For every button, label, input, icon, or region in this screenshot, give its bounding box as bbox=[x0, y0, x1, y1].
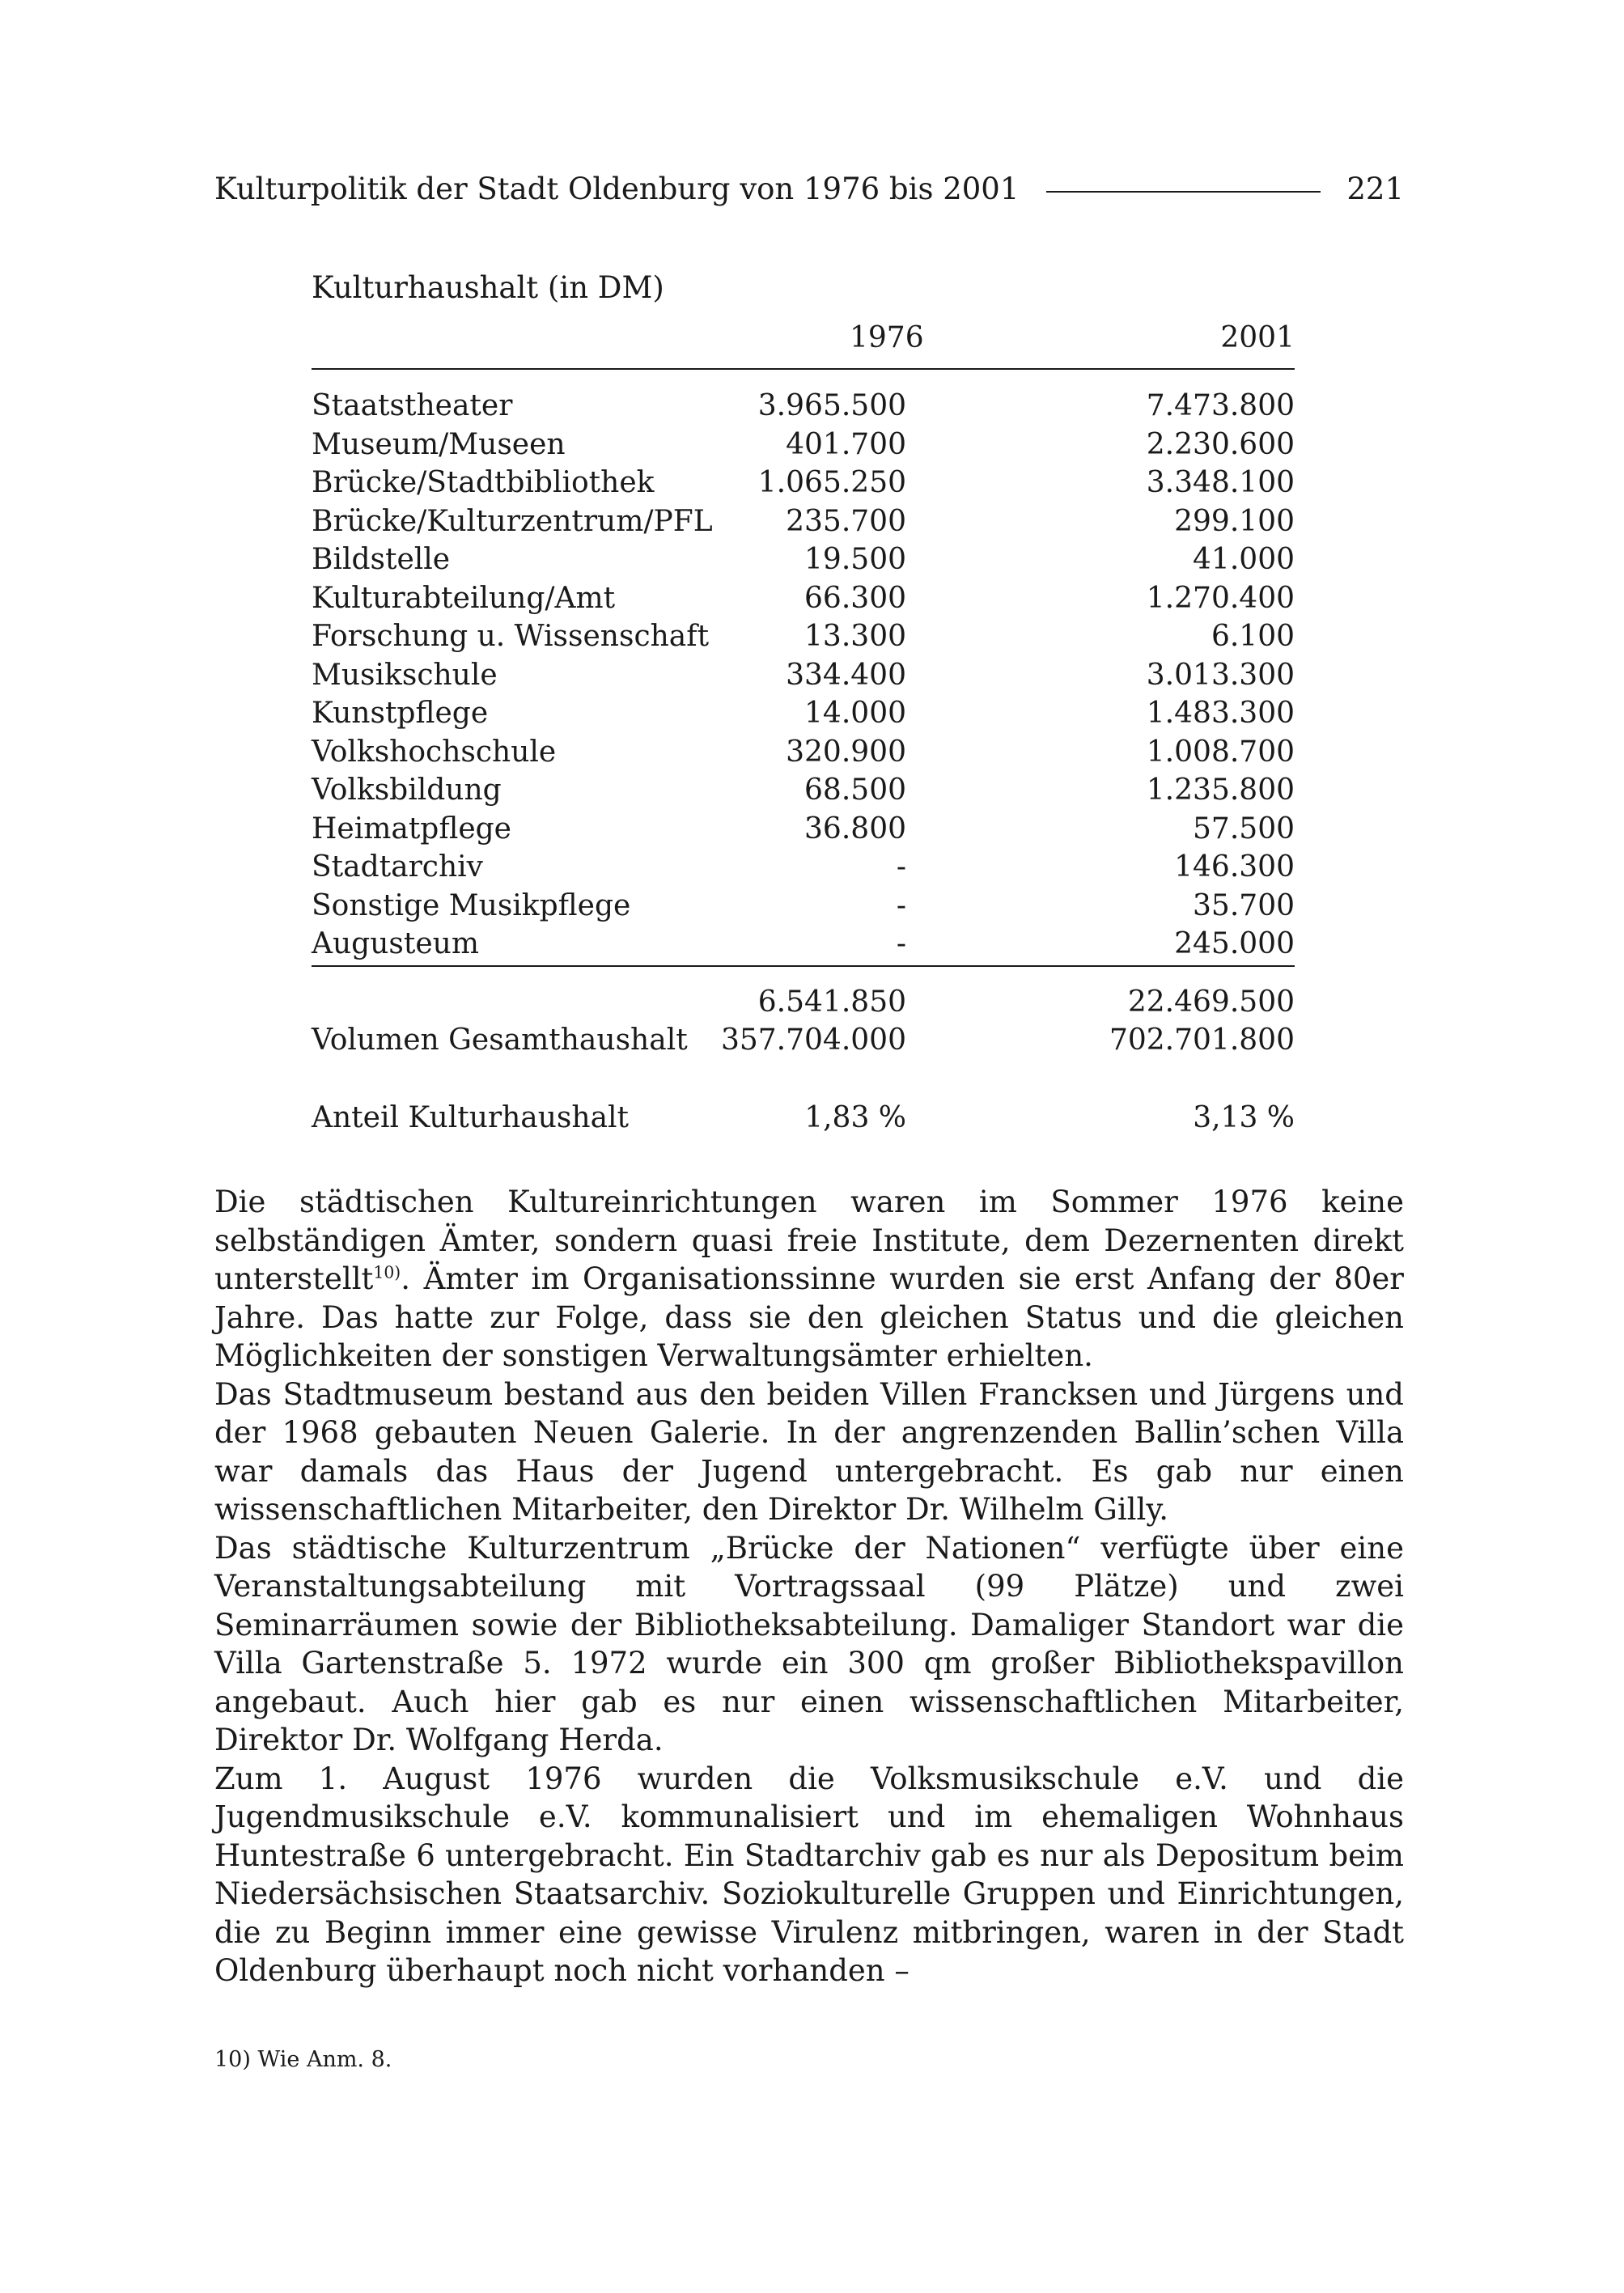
table-row bbox=[312, 579, 1295, 618]
row-value-2001: 1.235.800 bbox=[1146, 774, 1295, 807]
row-value-1976: 14.000 bbox=[804, 697, 906, 730]
row-label: Staatstheater bbox=[312, 389, 513, 422]
table-row bbox=[312, 848, 1295, 887]
row-value-1976: 13.300 bbox=[804, 620, 906, 653]
row-value-2001: 35.700 bbox=[1193, 888, 1295, 922]
total-2001: 22.469.500 bbox=[1127, 985, 1295, 1019]
table-row bbox=[312, 426, 1295, 464]
paragraph bbox=[214, 1183, 1404, 1375]
table-rule-top bbox=[312, 368, 1295, 370]
table-row bbox=[312, 771, 1295, 810]
table-row bbox=[312, 656, 1295, 695]
row-value-1976: - bbox=[896, 888, 906, 922]
table-row bbox=[312, 887, 1295, 926]
volume-label: Volumen Gesamthaushalt bbox=[312, 1024, 688, 1057]
row-label: Stadtarchiv bbox=[312, 850, 483, 884]
row-value-1976: 68.500 bbox=[804, 774, 906, 807]
row-label: Kunstpflege bbox=[312, 697, 489, 730]
row-value-1976: 19.500 bbox=[804, 543, 906, 576]
row-value-2001: 3.348.100 bbox=[1146, 466, 1295, 499]
row-label: Sonstige Musikpflege bbox=[312, 888, 631, 922]
share-label: Anteil Kulturhaushalt bbox=[312, 1100, 630, 1134]
table-row bbox=[312, 617, 1295, 656]
row-value-1976: 334.400 bbox=[786, 658, 906, 692]
row-value-2001: 7.473.800 bbox=[1146, 389, 1295, 422]
table-row bbox=[312, 810, 1295, 849]
row-value-2001: 299.100 bbox=[1174, 504, 1295, 538]
row-value-1976: 235.700 bbox=[786, 504, 906, 538]
body-text bbox=[214, 1183, 1404, 1990]
table-total-row bbox=[312, 983, 1295, 1022]
column-header-2001: 2001 bbox=[1220, 321, 1295, 354]
table-row bbox=[312, 694, 1295, 733]
column-header-1976: 1976 bbox=[850, 321, 924, 354]
row-value-2001: 2.230.600 bbox=[1146, 427, 1295, 461]
row-value-2001: 245.000 bbox=[1174, 927, 1295, 960]
table-row bbox=[312, 464, 1295, 502]
page-number: 221 bbox=[1346, 171, 1404, 206]
row-value-2001: 1.270.400 bbox=[1146, 581, 1295, 615]
header-title: Kulturpolitik der Stadt Oldenburg von 1976 bis 2001 bbox=[214, 171, 1020, 206]
table-row bbox=[312, 502, 1295, 541]
row-value-1976: - bbox=[896, 850, 906, 884]
table-share-row bbox=[312, 1099, 1295, 1138]
row-label: Volkshochschule bbox=[312, 735, 557, 769]
paragraph-text: . Ämter im Organisationssinne wurden sie erst Anfang der 80er Jahre. Das hatte zur Folge, dass sie den gleichen Status und die gleichen Möglichkeiten der sonstigen Verwaltungsämter erhielten. bbox=[214, 1261, 1404, 1373]
row-value-1976: 3.965.500 bbox=[757, 389, 906, 422]
share-1976: 1,83 % bbox=[804, 1100, 906, 1134]
paragraph-text: Die städtischen Kultureinrichtungen waren im Sommer 1976 keine selbständigen Ämter, sondern quasi freie Institute, dem Dezernenten direkt unterstellt bbox=[214, 1185, 1404, 1296]
row-value-1976: 401.700 bbox=[786, 427, 906, 461]
total-1976: 6.541.850 bbox=[757, 985, 906, 1019]
table-title: Kulturhaushalt (in DM) bbox=[312, 270, 664, 305]
table-row bbox=[312, 925, 1295, 964]
table-volume-row bbox=[312, 1021, 1295, 1060]
row-value-2001: 41.000 bbox=[1193, 543, 1295, 576]
footnote: 10) Wie Anm. 8. bbox=[214, 2047, 392, 2072]
table-row bbox=[312, 540, 1295, 579]
table-rule-bottom bbox=[312, 965, 1295, 967]
table-row bbox=[312, 387, 1295, 426]
share-2001: 3,13 % bbox=[1193, 1100, 1295, 1134]
row-value-1976: 320.900 bbox=[786, 735, 906, 769]
row-value-2001: 1.008.700 bbox=[1146, 735, 1295, 769]
row-label: Forschung u. Wissenschaft bbox=[312, 620, 710, 653]
header-rule bbox=[1046, 191, 1321, 193]
row-label: Volksbildung bbox=[312, 774, 502, 807]
row-value-1976: - bbox=[896, 927, 906, 960]
row-value-2001: 1.483.300 bbox=[1146, 697, 1295, 730]
row-label: Augusteum bbox=[312, 927, 479, 960]
row-label: Kulturabteilung/Amt bbox=[312, 581, 616, 615]
volume-1976: 357.704.000 bbox=[720, 1024, 906, 1057]
footnote-reference: 10) bbox=[373, 1262, 401, 1282]
row-value-2001: 6.100 bbox=[1211, 620, 1295, 653]
row-label: Heimatpflege bbox=[312, 812, 511, 846]
row-value-2001: 3.013.300 bbox=[1146, 658, 1295, 692]
paragraph: Das Stadtmuseum bestand aus den beiden Villen Francksen und Jürgens und der 1968 gebauten Neuen Galerie. In der angrenzenden Ballin’schen Villa war damals das Haus der Jugend untergebracht. Es gab nur einen wissenschaftlichen Mitarbeiter, den Direktor Dr. Wilhelm Gilly. bbox=[214, 1376, 1404, 1527]
row-label: Museum/Museen bbox=[312, 427, 566, 461]
table-row bbox=[312, 733, 1295, 772]
row-label: Bildstelle bbox=[312, 543, 451, 576]
budget-table bbox=[312, 263, 1295, 1137]
row-label: Brücke/Kulturzentrum/PFL bbox=[312, 504, 713, 538]
row-value-2001: 146.300 bbox=[1174, 850, 1295, 884]
volume-2001: 702.701.800 bbox=[1109, 1024, 1295, 1057]
row-value-1976: 36.800 bbox=[804, 812, 906, 846]
row-value-2001: 57.500 bbox=[1193, 812, 1295, 846]
table-header-row bbox=[312, 313, 1295, 363]
table-body bbox=[312, 387, 1295, 964]
running-header bbox=[214, 166, 1404, 211]
paragraph: Das städtische Kulturzentrum „Brücke der Nationen“ verfügte über eine Veranstaltungsabteilung mit Vortragssaal (99 Plätze) und zwei Seminarräumen sowie der Bibliotheksabteilung. Damaliger Standort war die Villa Gartenstraße 5. 1972 wurde ein 300 qm großer Bibliothekspavillon angebaut. Auch hier gab es nur einen wissenschaftlichen Mitarbeiter, Direktor Dr. Wolfgang Herda. bbox=[214, 1530, 1404, 1757]
row-value-1976: 66.300 bbox=[804, 581, 906, 615]
row-label: Musikschule bbox=[312, 658, 498, 692]
paragraph: Zum 1. August 1976 wurden die Volksmusikschule e.V. und die Jugendmusikschule e.V. kommunalisiert und im ehemaligen Wohnhaus Huntestraße 6 untergebracht. Ein Stadtarchiv gab es nur als Depositum beim Niedersächsischen Staatsarchiv. Soziokulturelle Gruppen und Einrichtungen, die zu Beginn immer eine gewisse Virulenz mitbringen, waren in der Stadt Oldenburg überhaupt noch nicht vorhanden – bbox=[214, 1761, 1404, 1988]
row-label: Brücke/Stadtbibliothek bbox=[312, 466, 655, 499]
row-value-1976: 1.065.250 bbox=[757, 466, 906, 499]
